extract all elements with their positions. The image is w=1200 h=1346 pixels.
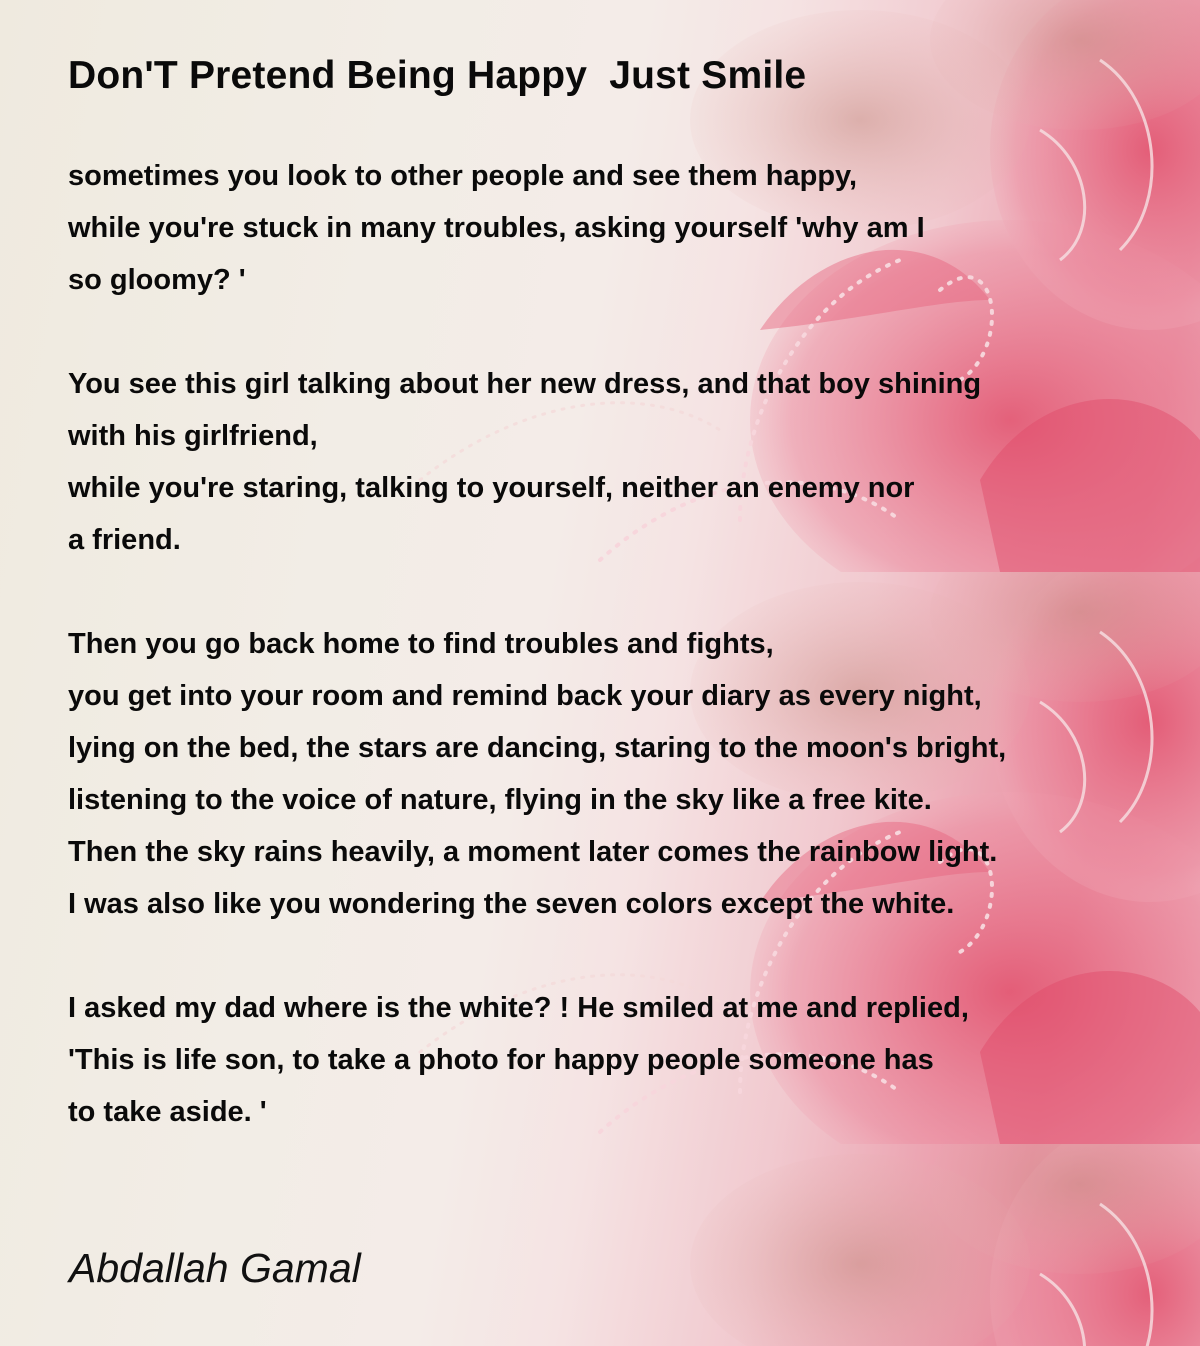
stanza-break bbox=[68, 930, 1178, 982]
poem-line: sometimes you look to other people and see them happy, bbox=[68, 160, 858, 192]
poem-title: Don'T Pretend Being Happy Just Smile bbox=[68, 54, 807, 97]
poem-line: I was also like you wondering the seven colors except the white. bbox=[68, 888, 955, 920]
poem-line: listening to the voice of nature, flying in the sky like a free kite. bbox=[68, 784, 932, 816]
poem-author: Abdallah Gamal bbox=[69, 1245, 361, 1291]
poem-body bbox=[68, 150, 1178, 1138]
poem-line: a friend. bbox=[68, 524, 181, 556]
poem-line: so gloomy? ' bbox=[68, 264, 246, 296]
poem-line: you get into your room and remind back your diary as every night, bbox=[68, 680, 982, 712]
poem-line: while you're stuck in many troubles, asking yourself 'why am I bbox=[68, 212, 925, 244]
poem-line: You see this girl talking about her new dress, and that boy shining bbox=[68, 368, 982, 400]
poem-line: to take aside. ' bbox=[68, 1096, 267, 1128]
poem-line: Then the sky rains heavily, a moment later comes the rainbow light. bbox=[68, 836, 998, 868]
poem-line: lying on the bed, the stars are dancing, staring to the moon's bright, bbox=[68, 732, 1007, 764]
poem-line: 'This is life son, to take a photo for happy people someone has bbox=[68, 1044, 934, 1076]
poem-line: I asked my dad where is the white? ! He smiled at me and replied, bbox=[68, 992, 969, 1024]
poem-line: Then you go back home to find troubles and fights, bbox=[68, 628, 774, 660]
poem-line: with his girlfriend, bbox=[68, 420, 318, 452]
poem-line: while you're staring, talking to yourself, neither an enemy nor bbox=[68, 472, 915, 504]
stanza-break bbox=[68, 566, 1178, 618]
stanza-break bbox=[68, 306, 1178, 358]
